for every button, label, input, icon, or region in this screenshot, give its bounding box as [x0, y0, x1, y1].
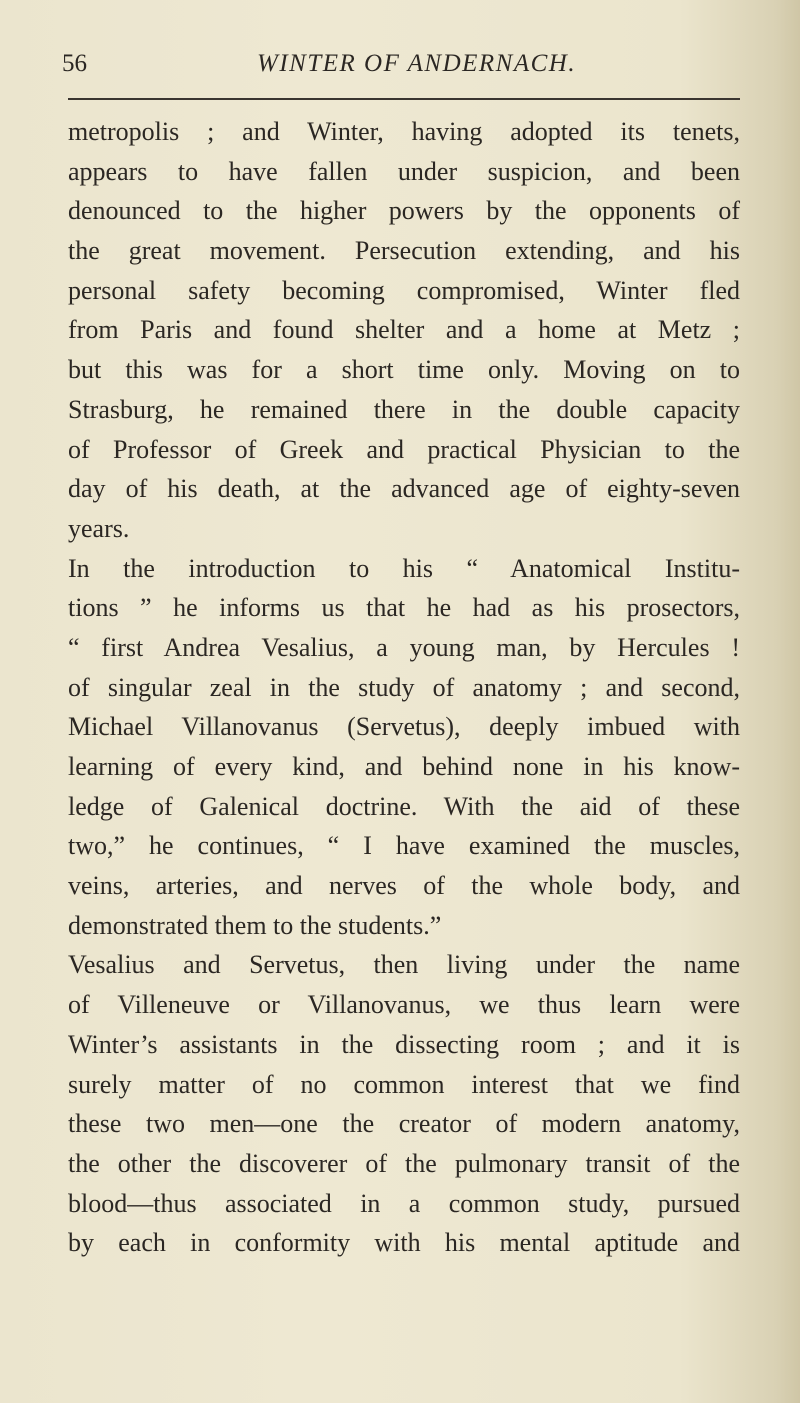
- text-line: “ first Andrea Vesalius, a young man, by Hercules !: [68, 632, 740, 662]
- text-line: Vesalius and Servetus, then living under the name: [68, 950, 740, 980]
- text-line: but this was for a short time only. Moving on to: [68, 355, 740, 385]
- text-line: Winter’s assistants in the dissecting room ; and it is: [68, 1029, 740, 1059]
- text-line: surely matter of no common interest that we find: [68, 1069, 740, 1099]
- text-line: Michael Villanovanus (Servetus), deeply imbued with: [68, 712, 740, 742]
- text-line: from Paris and found shelter and a home at Metz ;: [68, 315, 740, 345]
- text-line: of Villeneuve or Villanovanus, we thus learn were: [68, 990, 740, 1020]
- text-line: Strasburg, he remained there in the double capacity: [68, 394, 740, 424]
- text-line: denounced to the higher powers by the opponents of: [68, 196, 740, 226]
- text-line: by each in conformity with his mental aptitude and: [68, 1228, 740, 1258]
- text-line: learning of every kind, and behind none in his know-: [68, 752, 740, 781]
- text-line: the other the discoverer of the pulmonary transit of the: [68, 1148, 740, 1178]
- text-line: the great movement. Persecution extending, and his: [68, 236, 740, 266]
- page-header: [62, 50, 740, 90]
- text-line: two,” he continues, “ I have examined the muscles,: [68, 831, 740, 861]
- text-line: day of his death, at the advanced age of eighty-seven: [68, 474, 740, 504]
- text-line: of singular zeal in the study of anatomy ; and second,: [68, 672, 740, 702]
- text-line: years.: [68, 513, 130, 543]
- text-line: personal safety becoming compromised, Winter fled: [68, 275, 740, 305]
- header-rule: [68, 98, 740, 100]
- running-head: WINTER OF ANDERNACH.: [257, 50, 577, 77]
- text-line: demonstrated them to the students.”: [68, 910, 442, 940]
- text-line: metropolis ; and Winter, having adopted its tenets,: [68, 117, 740, 146]
- text-line: veins, arteries, and nerves of the whole body, and: [68, 871, 740, 901]
- page-number: 56: [62, 50, 87, 77]
- text-line: appears to have fallen under suspicion, and been: [68, 156, 740, 186]
- text-line: In the introduction to his “ Anatomical Institu-: [68, 553, 740, 583]
- text-line: of Professor of Greek and practical Physician to the: [68, 434, 740, 464]
- body-text: [68, 112, 740, 1263]
- text-line: blood—thus associated in a common study, pursued: [68, 1188, 740, 1218]
- text-line: ledge of Galenical doctrine. With the aid of these: [68, 791, 740, 821]
- text-line: tions ” he informs us that he had as his prosectors,: [68, 593, 740, 623]
- text-line: these two men—one the creator of modern anatomy,: [68, 1109, 740, 1139]
